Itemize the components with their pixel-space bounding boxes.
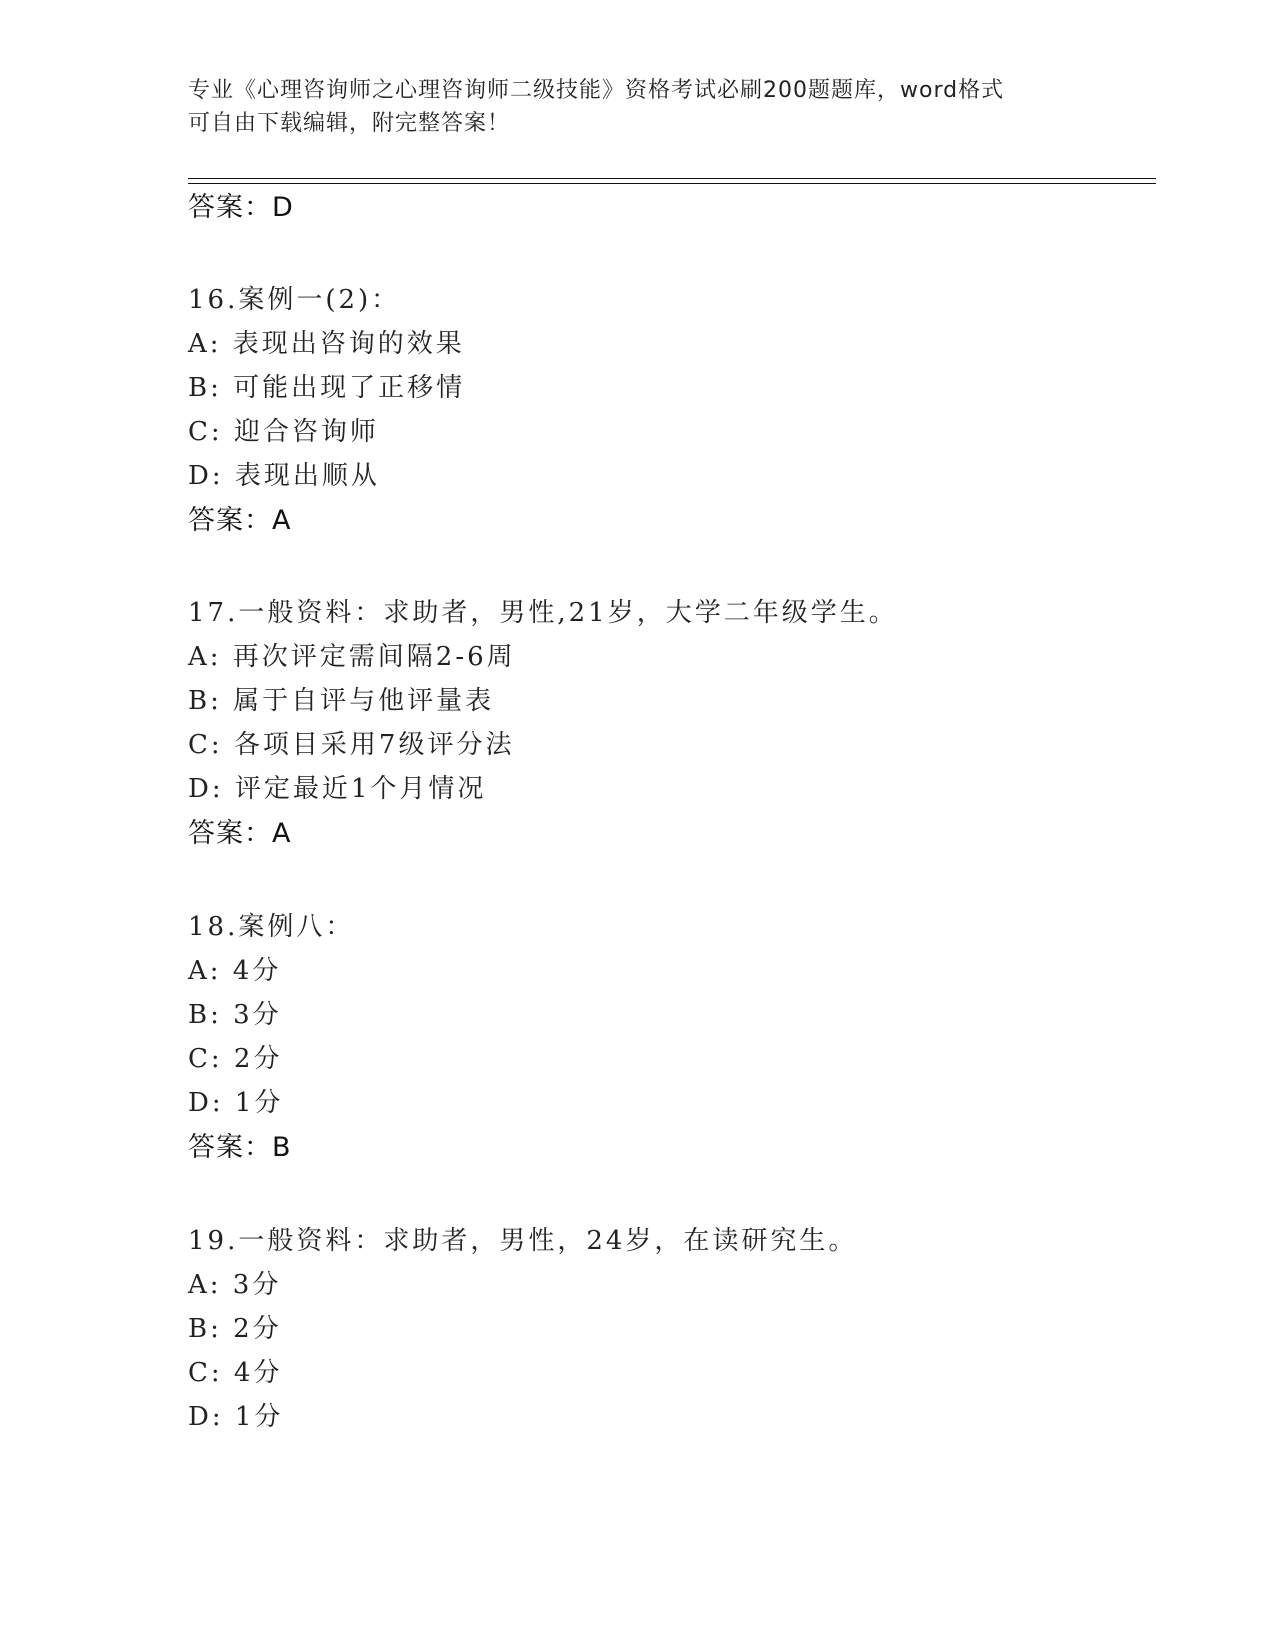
question-16-answer: 答案：A bbox=[188, 505, 292, 536]
question-17-stem: 17.一般资料：求助者，男性,21岁，大学二年级学生。 bbox=[188, 598, 898, 628]
header-divider-top bbox=[188, 178, 1156, 179]
question-17-option-b: B: 属于自评与他评量表 bbox=[188, 686, 495, 716]
question-17-answer: 答案：A bbox=[188, 818, 292, 849]
question-19-stem: 19.一般资料：求助者，男性，24岁，在读研究生。 bbox=[188, 1226, 858, 1256]
question-16-stem: 16.案例一(2)： bbox=[188, 285, 401, 315]
question-19-option-c: C: 4分 bbox=[188, 1358, 283, 1388]
question-18-stem: 18.案例八： bbox=[188, 912, 355, 942]
question-17-option-a: A: 再次评定需间隔2-6周 bbox=[188, 642, 516, 672]
question-18-answer: 答案：B bbox=[188, 1132, 292, 1163]
header-title-line-2: 可自由下载编辑，附完整答案！ bbox=[188, 111, 511, 136]
question-16-option-a: A: 表现出咨询的效果 bbox=[188, 329, 465, 359]
question-18-option-b: B: 3分 bbox=[188, 1000, 282, 1030]
question-18-option-c: C: 2分 bbox=[188, 1044, 283, 1074]
question-19-option-d: D: 1分 bbox=[188, 1402, 284, 1432]
question-17-option-d: D: 评定最近1个月情况 bbox=[188, 774, 487, 804]
question-19-option-a: A: 3分 bbox=[188, 1270, 282, 1300]
document-header bbox=[188, 74, 1088, 140]
header-title-line-1: 专业《心理咨询师之心理咨询师二级技能》资格考试必刷200题题库，word格式 bbox=[188, 78, 1005, 103]
question-19-option-b: B: 2分 bbox=[188, 1314, 282, 1344]
question-17-option-c: C: 各项目采用7级评分法 bbox=[188, 730, 515, 760]
question-18-option-d: D: 1分 bbox=[188, 1088, 284, 1118]
answer-15: 答案：D bbox=[188, 192, 294, 223]
question-18-option-a: A: 4分 bbox=[188, 956, 282, 986]
question-16-option-b: B: 可能出现了正移情 bbox=[188, 373, 466, 403]
question-16-option-d: D: 表现出顺从 bbox=[188, 461, 380, 491]
question-16-option-c: C: 迎合咨询师 bbox=[188, 417, 379, 447]
header-divider-bottom bbox=[188, 183, 1156, 184]
